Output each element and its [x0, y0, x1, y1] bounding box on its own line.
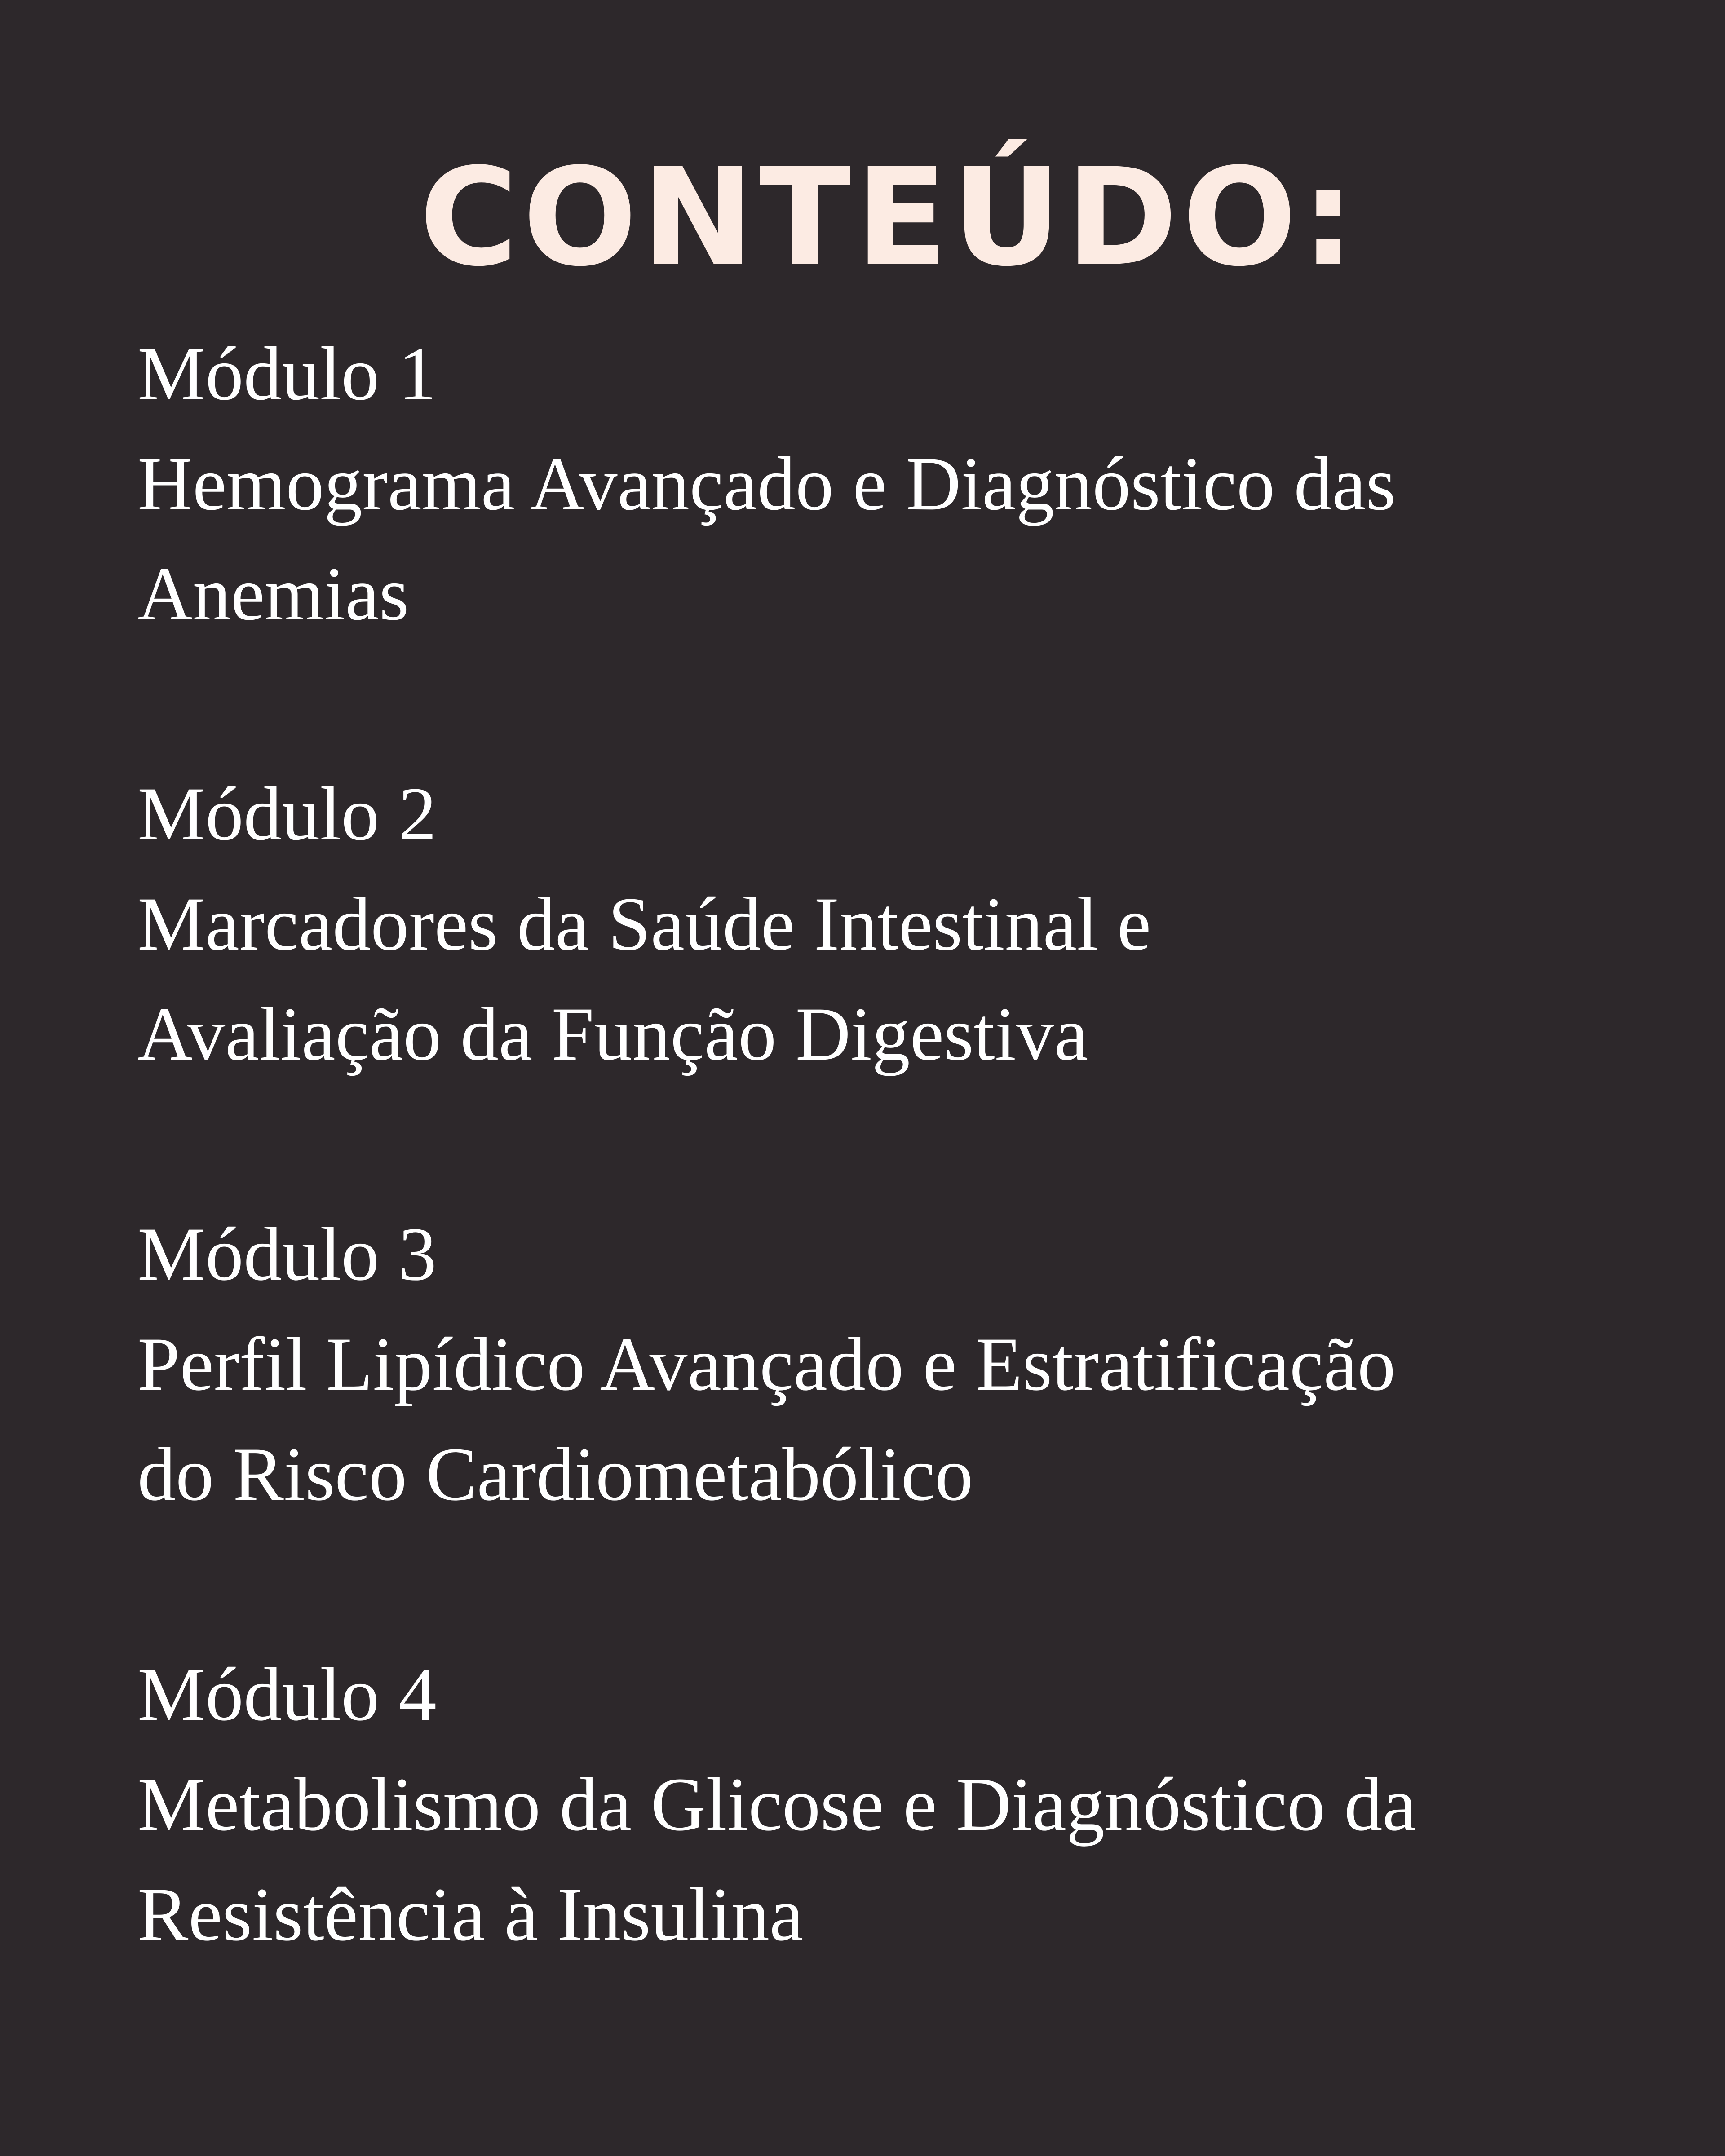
module-list: [137, 319, 1665, 2080]
module-item-2: [137, 759, 1665, 1089]
module-heading: Módulo 3: [137, 1212, 437, 1296]
module-heading: Módulo 2: [137, 772, 437, 856]
module-heading: Módulo 1: [137, 331, 437, 416]
module-description-line: Perfil Lipídico Avançado e Estratificação: [137, 1322, 1396, 1406]
module-item-4: [137, 1639, 1665, 1970]
module-description-line: Marcadores da Saúde Intestinal e: [137, 882, 1151, 966]
page-title: CONTEÚDO:: [419, 139, 1360, 296]
module-description-line: do Risco Cardiometabólico: [137, 1432, 973, 1516]
module-item-3: [137, 1199, 1665, 1529]
module-item-1: [137, 319, 1665, 649]
module-description-line: Avaliação da Função Digestiva: [137, 992, 1088, 1076]
module-description-line: Hemograma Avançado e Diagnóstico das: [137, 442, 1396, 526]
module-description-line: Resistência à Insulina: [137, 1872, 804, 1957]
module-heading: Módulo 4: [137, 1652, 437, 1736]
module-description-line: Metabolismo da Glicose e Diagnóstico da: [137, 1762, 1416, 1847]
module-description-line: Anemias: [137, 552, 409, 636]
